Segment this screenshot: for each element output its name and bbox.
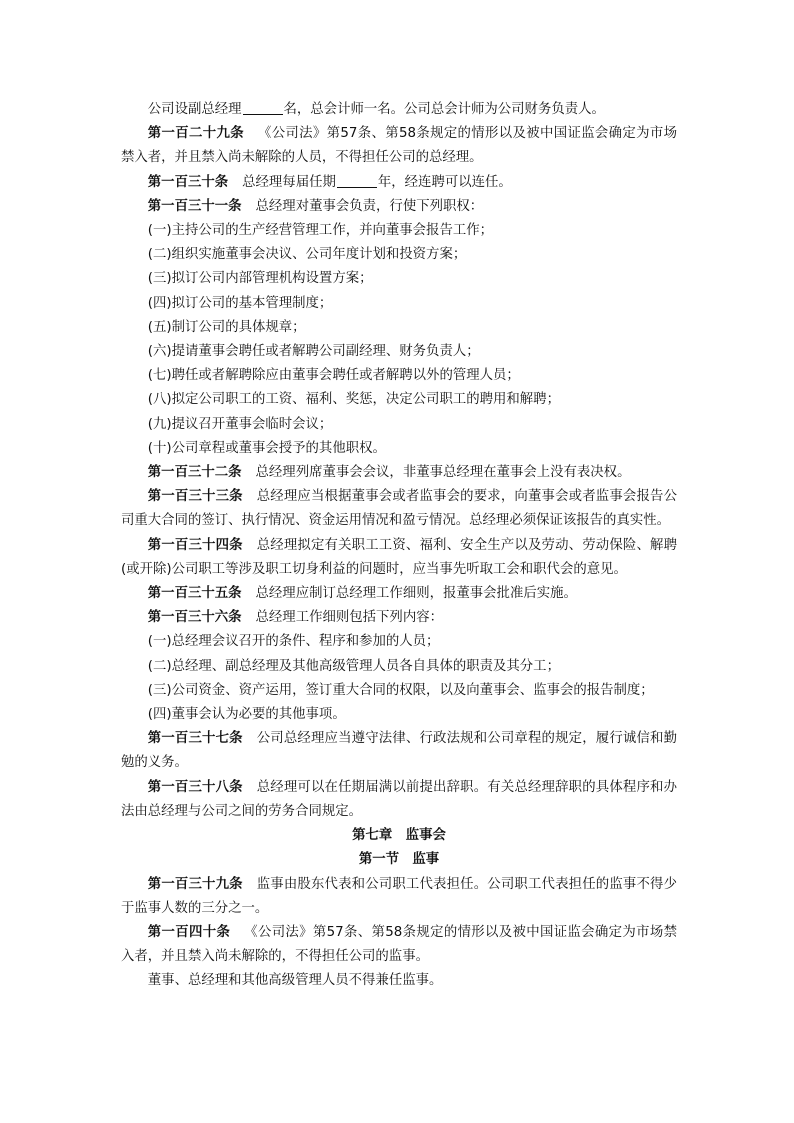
list-item: (四)董事会认为必要的其他事项。 — [147, 707, 346, 723]
article-136: 第一百三十六条 总经理工作细则包括下列内容： — [147, 610, 443, 626]
list-item: (二)组织实施董事会决议、公司年度计划和投资方案； — [147, 247, 467, 263]
article-number: 第一百三十五条 — [147, 586, 242, 602]
article-number: 第一百三十九条 — [147, 876, 243, 892]
article-130: 第一百三十条 总经理每届任期 年，经连聘可以连任。 — [147, 174, 512, 190]
article-129: 第一百二十九条 《公司法》第57条、第58条规定的情形以及被中国证监会确定为市场禁入者，并且禁入尚未解除的人员，不得担任公司的总经理。 — [121, 126, 677, 166]
article-number: 第一百四十条 — [147, 924, 231, 940]
list-item: (八)拟定公司职工的工资、福利、奖惩，决定公司职工的聘用和解聘； — [147, 392, 560, 408]
article-134: 第一百三十四条 总经理拟定有关职工工资、福利、安全生产以及劳动、劳动保险、解聘(或开除)公司职工等涉及职工切身利益的问题时，应当事先听取工会和职代会的意见。 — [121, 537, 677, 577]
article-number: 第一百三十八条 — [147, 779, 243, 795]
list-item: (九)提议召开董事会临时会议； — [147, 416, 333, 432]
article-number: 第一百三十四条 — [147, 537, 243, 553]
document-body — [121, 98, 677, 994]
article-133: 第一百三十三条 总经理应当根据董事会或者监事会的要求，向董事会或者监事会报告公司重大合同的签订、执行情况、资金运用情况和盈亏情况。总经理必须保证该报告的真实性。 — [121, 489, 677, 529]
list-item: (三)公司资金、资产运用，签订重大合同的权限，以及向董事会、监事会的报告制度； — [147, 682, 654, 698]
article-132: 第一百三十二条 总经理列席董事会会议，非董事总经理在董事会上没有表决权。 — [147, 465, 631, 481]
section-heading: 第一节 监事 — [358, 852, 440, 868]
article-number: 第一百三十三条 — [147, 489, 243, 505]
article-137: 第一百三十七条 公司总经理应当遵守法律、行政法规和公司章程的规定，履行诚信和勤勉的义务。 — [121, 731, 677, 771]
article-140: 第一百四十条 《公司法》第57条、第58条规定的情形以及被中国证监会确定为市场禁入者，并且禁入尚未解除的，不得担任公司的监事。 — [121, 924, 678, 965]
fill-blank — [337, 173, 377, 188]
article-135: 第一百三十五条 总经理应制订总经理工作细则，报董事会批准后实施。 — [147, 586, 577, 602]
article-number: 第一百三十条 — [147, 174, 229, 190]
list-item: (三)拟订公司内部管理机构设置方案； — [147, 271, 373, 287]
list-item: (七)聘任或者解聘除应由董事会聘任或者解聘以外的管理人员； — [147, 368, 520, 384]
chapter-heading: 第七章 监事会 — [352, 828, 446, 844]
article-139: 第一百三十九条 监事由股东代表和公司职工代表担任。公司职工代表担任的监事不得少于监事人数的三分之一。 — [121, 876, 677, 916]
list-item: (二)总经理、副总经理及其他高级管理人员各自具体的职责及其分工； — [147, 658, 560, 674]
list-item: (十)公司章程或董事会授予的其他职权。 — [147, 440, 386, 456]
article-131: 第一百三十一条 总经理对董事会负责，行使下列职权： — [147, 198, 484, 214]
paragraph: 公司设副总经理 名，总会计师一名。公司总会计师为公司财务负责人。 — [147, 102, 605, 117]
list-item: (一)总经理会议召开的条件、程序和参加的人员； — [147, 634, 440, 650]
list-item: (四)拟订公司的基本管理制度； — [147, 295, 333, 311]
article-number: 第一百二十九条 — [147, 126, 244, 142]
list-item: (一)主持公司的生产经营管理工作，并向董事会报告工作； — [147, 223, 494, 239]
article-number: 第一百三十六条 — [147, 610, 242, 626]
list-item: (六)提请董事会聘任或者解聘公司副经理、财务负责人； — [147, 344, 480, 360]
article-number: 第一百三十七条 — [147, 731, 243, 747]
article-138: 第一百三十八条 总经理可以在任期届满以前提出辞职。有关总经理辞职的具体程序和办法由总经理与公司之间的劳务合同规定。 — [121, 779, 677, 819]
paragraph: 董事、总经理和其他高级管理人员不得兼任监事。 — [147, 973, 443, 989]
list-item: (五)制订公司的具体规章； — [147, 319, 306, 335]
article-number: 第一百三十二条 — [147, 465, 242, 481]
article-number: 第一百三十一条 — [147, 198, 242, 214]
fill-blank — [243, 100, 283, 115]
